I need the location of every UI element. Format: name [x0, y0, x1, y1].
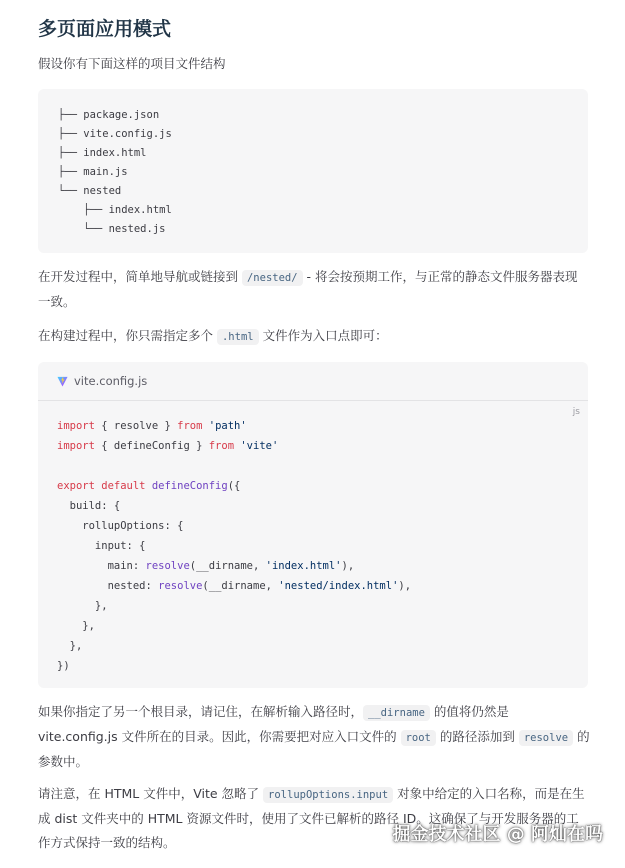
dev-paragraph: [38, 265, 590, 314]
tree-line: ├── vite.config.js: [58, 128, 172, 140]
build-paragraph: [38, 324, 590, 349]
vite-config-code: import { resolve } from 'path' import { defineConfig } from 'vite' export default defineConfig({ build: { rollupOptions: { input: { main: resolve(__dirname, 'index.html'), nested: resolve(__dirname, 'nested/index.html'), }, }, }, }): [57, 420, 412, 672]
root-text-1: 如果你指定了另一个根目录，请记住，在解析输入路径时，: [38, 704, 364, 719]
tree-line: ├── main.js: [58, 166, 128, 178]
vite-config-code-block: [38, 362, 588, 688]
root-text-4: 的参数中。: [38, 729, 590, 769]
root-text-2: 的值将仍然是 vite.config.js 文件所在的目录。因此，你需要把对应入口文件的: [38, 704, 509, 744]
page-title: 多页面应用模式: [38, 18, 172, 40]
code-block-header: [38, 362, 588, 401]
tree-line: ├── package.json: [58, 109, 160, 121]
vite-logo-icon: [57, 376, 68, 387]
html-ext-code: .html: [217, 329, 259, 345]
root-paragraph: [38, 700, 590, 774]
build-text-before: 在构建过程中，你只需指定多个: [38, 328, 217, 343]
dev-text-after: - 将会按预期工作，与正常的静态文件服务器表现一致。: [38, 269, 578, 309]
file-tree: [58, 106, 172, 239]
note-text-1: 请注意，在 HTML 文件中，Vite 忽略了: [38, 786, 264, 801]
tree-line: └── nested.js: [58, 223, 166, 235]
root-text-3: 的路径添加到: [435, 729, 519, 744]
tree-line: ├── index.html: [58, 204, 172, 216]
resolve-code: resolve: [519, 730, 573, 746]
note-text-2: 对象中给定的入口名称，而是在生成 dist 文件夹中的 HTML 资源文件时，使用了文件已解析的路径 ID。这确保了与开发服务器的工作方式保持一致的结构。: [38, 786, 585, 850]
tree-line: ├── index.html: [58, 147, 147, 159]
intro-paragraph: 假设你有下面这样的项目文件结构: [38, 56, 226, 71]
rollup-input-code: rollupOptions.input: [263, 787, 393, 803]
dirname-code: __dirname: [363, 705, 430, 721]
code-filename: vite.config.js: [74, 374, 148, 388]
tree-line: └── nested: [58, 185, 122, 197]
watermark: 掘金技术社区 @ 阿灿在吗: [392, 824, 603, 845]
dev-text-before: 在开发过程中，简单地导航或链接到: [38, 269, 242, 284]
file-tree-code-block: [38, 89, 588, 253]
code-language-label: js: [572, 407, 580, 417]
build-text-after: 文件作为入口点即可：: [258, 328, 388, 343]
nested-path-code: /nested/: [242, 270, 303, 286]
root-code: root: [401, 730, 436, 746]
